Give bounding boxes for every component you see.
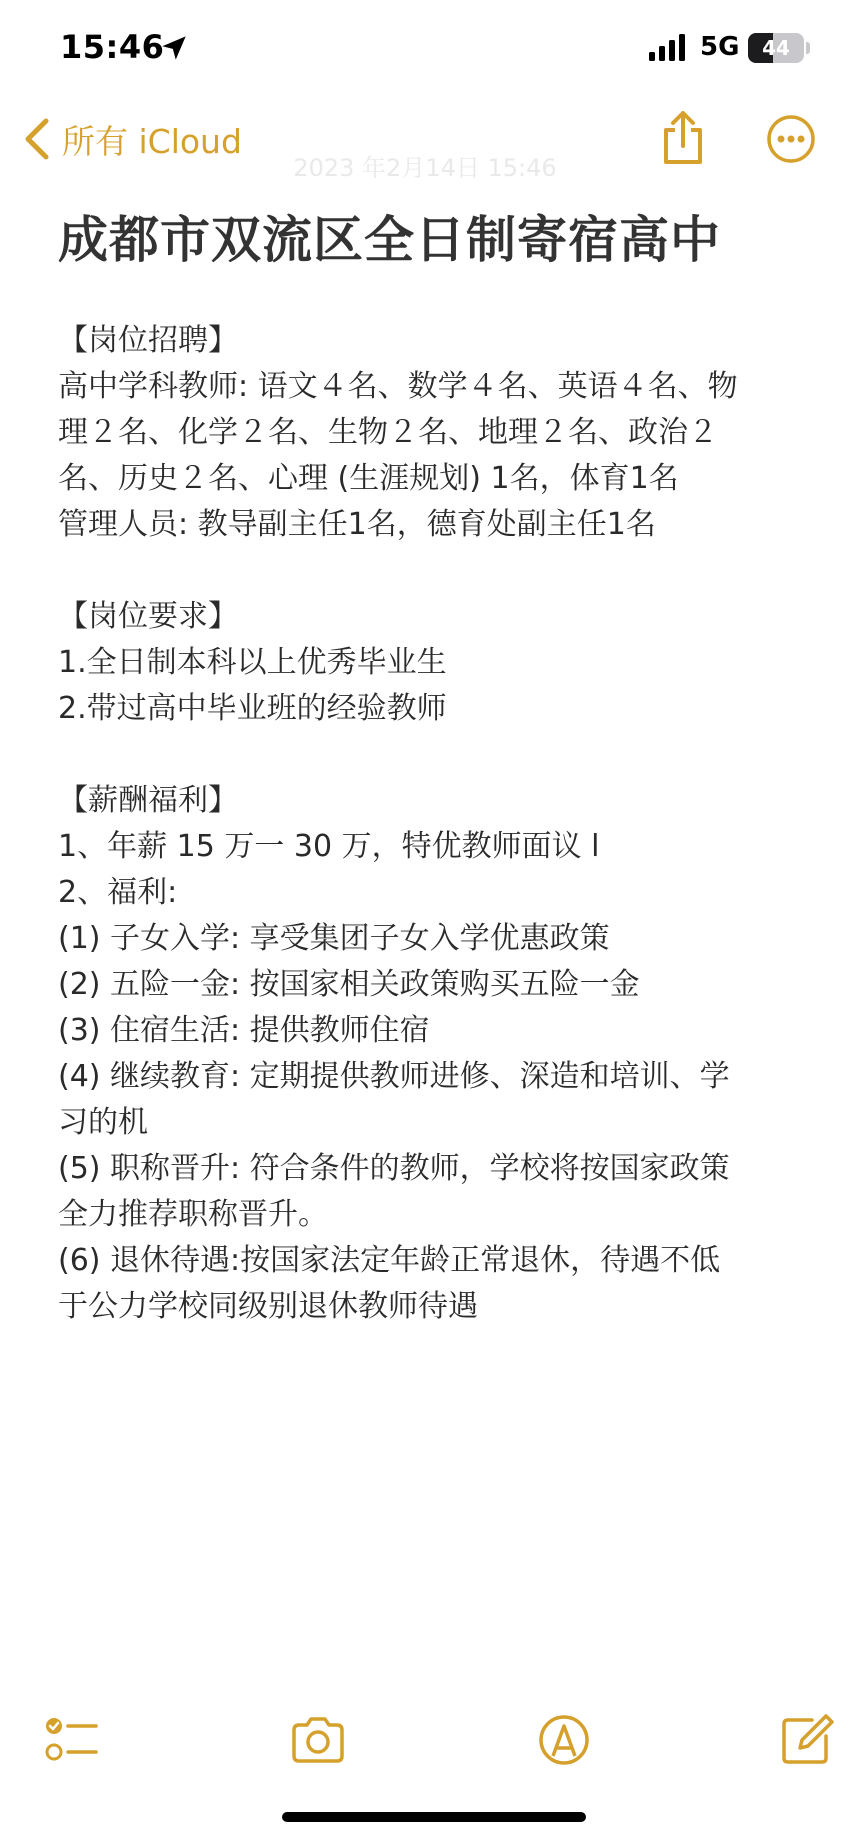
note-blank-line [58, 732, 798, 778]
note-line: 习的机 [58, 1105, 148, 1140]
status-bar [0, 0, 850, 100]
note-date: 2023 年2月14日 15:46 [293, 154, 557, 182]
note-line: 1、年薪 15 万一 30 万，特优教师面议 l [58, 829, 600, 864]
markup-pen-icon[interactable] [534, 1712, 594, 1768]
battery-level: 44 [762, 36, 790, 60]
note-line: 管理人员: 教导副主任1名，德育处副主任1名 [58, 507, 656, 542]
home-indicator[interactable] [282, 1812, 586, 1822]
note-line: (2) 五险一金: 按国家相关政策购买五险一金 [58, 967, 640, 1002]
note-line: 1.全日制本科以上优秀毕业生 [58, 645, 447, 680]
status-time: 15:46 [60, 28, 165, 66]
note-body[interactable] [58, 318, 798, 1330]
note-line: 名、历史２名、心理 (生涯规划) 1名，体育1名 [58, 461, 679, 496]
note-line: (5) 职称晋升: 符合条件的教师，学校将按国家政策 [58, 1151, 730, 1186]
note-line: 理２名、化学２名、生物２名、地理２名、政治２ [58, 415, 718, 450]
note-line: 于公力学校同级别退休教师待遇 [58, 1289, 478, 1324]
note-line: (6) 退休待遇:按国家法定年龄正常退休，待遇不低 [58, 1243, 721, 1278]
note-line: (4) 继续教育: 定期提供教师进修、深造和培训、学 [58, 1059, 730, 1094]
back-button-label: 所有 iCloud [62, 121, 242, 161]
location-arrow-icon [160, 34, 188, 62]
battery-tip [806, 42, 810, 54]
note-title[interactable]: 成都市双流区全日制寄宿高中 [58, 211, 721, 269]
checklist-icon[interactable] [44, 1712, 104, 1768]
note-line: 高中学科教师: 语文４名、数学４名、英语４名、物 [58, 369, 738, 404]
battery-icon [748, 33, 804, 63]
camera-icon[interactable] [288, 1712, 348, 1768]
note-line: 【薪酬福利】 [58, 783, 238, 818]
note-line: (1) 子女入学: 享受集团子女入学优惠政策 [58, 921, 610, 956]
note-line: 全力推荐职称晋升。 [58, 1197, 328, 1232]
note-line: (3) 住宿生活: 提供教师住宿 [58, 1013, 430, 1048]
note-line: 2.带过高中毕业班的经验教师 [58, 691, 447, 726]
note-line: 2、福利: [58, 875, 178, 910]
network-type: 5G [700, 32, 740, 62]
compose-icon[interactable] [778, 1712, 838, 1768]
cellular-signal-icon [648, 34, 688, 62]
note-line: 【岗位要求】 [58, 599, 238, 634]
note-blank-line [58, 548, 798, 594]
note-line: 【岗位招聘】 [58, 323, 238, 358]
